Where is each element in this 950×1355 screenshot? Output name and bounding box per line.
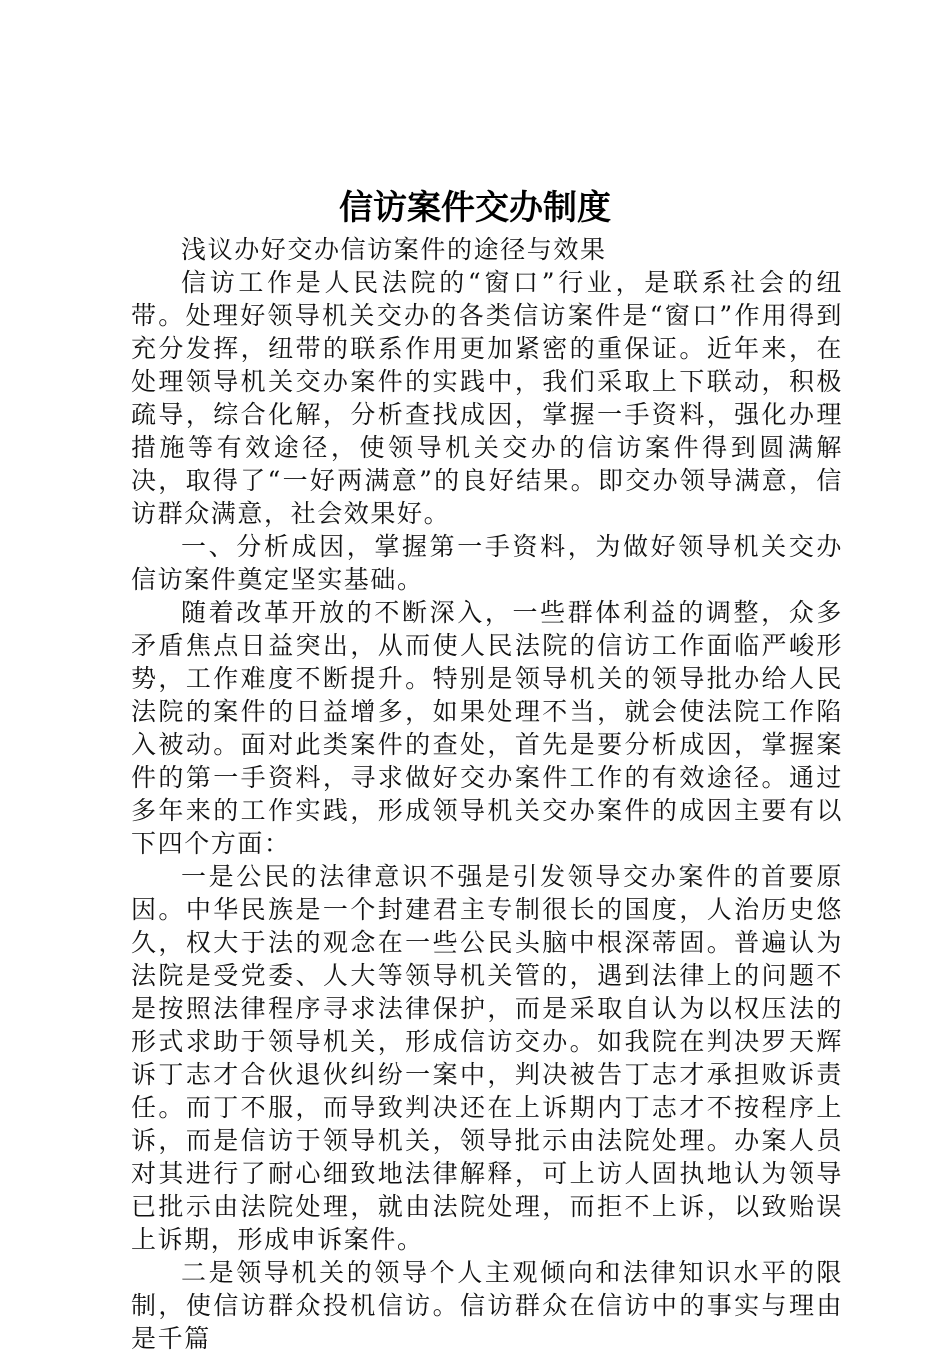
paragraph-reason-two: 二是领导机关的领导个人主观倾向和法律知识水平的限制，使信访群众投机信访。信访群众在信访中的事实与理由是千篇 — [131, 1258, 843, 1353]
paragraph-section-heading: 一、分析成因，掌握第一手资料，为做好领导机关交办信访案件奠定坚实基础。 — [131, 532, 843, 594]
paragraph-subtitle: 浅议办好交办信访案件的途径与效果 — [181, 235, 607, 264]
document-body — [131, 233, 843, 1355]
paragraph-background: 随着改革开放的不断深入，一些群体利益的调整，众多矛盾焦点日益突出，从而使人民法院的信访工作面临严峻形势，工作难度不断提升。特别是领导机关的领导批办给人民法院的案件的日益增多，如果处理不当，就会使法院工作陷入被动。面对此类案件的查处，首先是要分析成因，掌握案件的第一手资料，寻求做好交办案件工作的有效途径。通过多年来的工作实践，形成领导机关交办案件的成因主要有以下四个方面： — [131, 598, 843, 858]
paragraph-reason-one: 一是公民的法律意识不强是引发领导交办案件的首要原因。中华民族是一个封建君主专制很长的国度，人治历史悠久，权大于法的观念在一些公民头脑中根深蒂固。普遍认为法院是受党委、人大等领导机关管的，遇到法律上的问题不是按照法律程序寻求法律保护，而是采取自认为以权压法的形式求助于领导机关，形成信访交办。如我院在判决罗天辉诉丁志才合伙退伙纠纷一案中，判决被告丁志才承担败诉责任。而丁不服，而导致判决还在上诉期内丁志才不按程序上诉，而是信访于领导机关，领导批示由法院处理。办案人员对其进行了耐心细致地法律解释，可上访人固执地认为领导已批示由法院处理，就由法院处理，而拒不上诉，以致贻误上诉期，形成申诉案件。 — [131, 862, 843, 1254]
document-title: 信访案件交办制度 — [339, 188, 611, 228]
paragraph-intro: 信访工作是人民法院的“窗口”行业，是联系社会的纽带。处理好领导机关交办的各类信访案件是“窗口”作用得到充分发挥，纽带的联系作用更加紧密的重保证。近年来，在处理领导机关交办案件的实践中，我们采取上下联动，积极疏导，综合化解，分析查找成因，掌握一手资料，强化办理措施等有效途径，使领导机关交办的信访案件得到圆满解决，取得了“一好两满意”的良好结果。即交办领导满意，信访群众满意，社会效果好。 — [131, 268, 843, 528]
